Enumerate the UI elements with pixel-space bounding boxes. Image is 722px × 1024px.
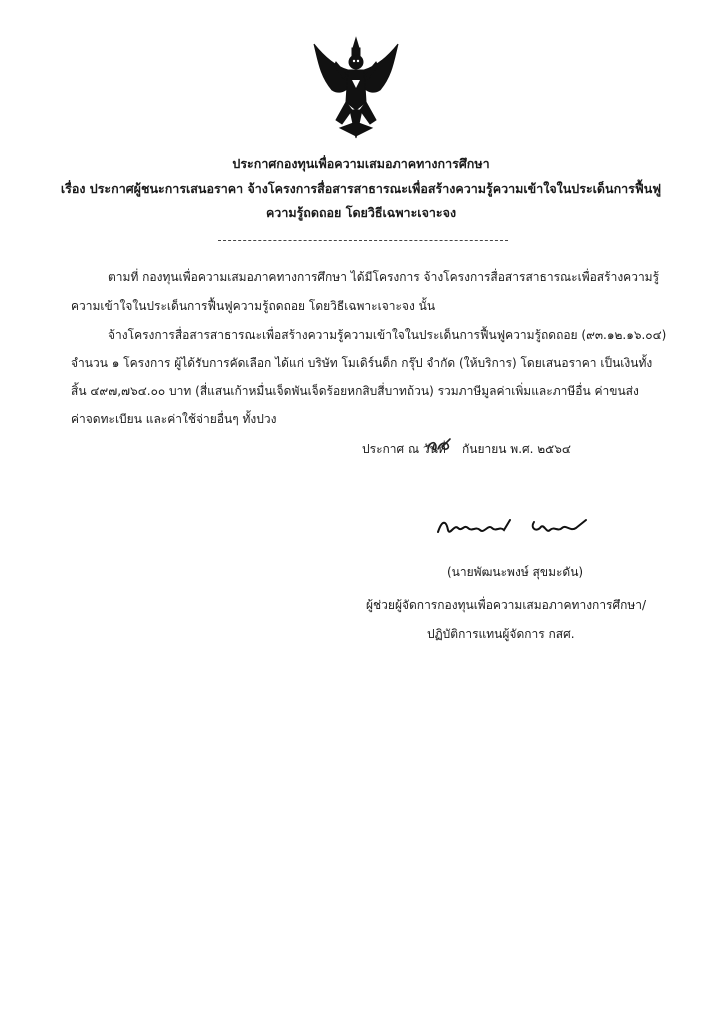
document-title: ประกาศกองทุนเพื่อความเสมอภาคทางการศึกษา xyxy=(232,156,490,171)
subject-line-2: ความรู้ถดถอย โดยวิธีเฉพาะเจาะจง xyxy=(265,205,457,220)
signatory-position-line2: ปฏิบัติการแทนผู้จัดการ กสศ. xyxy=(427,627,575,641)
para2-line1: จ้างโครงการสื่อสารสาธารณะเพื่อสร้างความรู้ความเข้าใจในประเด็นการฟื้นฟูความรู้ถดถอย (๙๓.๑๒.๑๖.๐๔) xyxy=(108,328,667,342)
para2-line2: จำนวน ๑ โครงการ ผู้ได้รับการคัดเลือก ได้แก่ บริษัท โมเดิร์นด็ก กรุ๊ป จำกัด (ให้บริการ) โดยเสนอราคา เป็นเงินทั้ง xyxy=(71,356,653,370)
para1-line1: ตามที่ กองทุนเพื่อความเสมอภาคทางการศึกษา ได้มีโครงการ จ้างโครงการสื่อสารสาธารณะเพื่อสร้างความรู้ xyxy=(108,270,660,284)
para2-line3: สิ้น ๔๙๗,๗๖๔.๐๐ บาท (สี่แสนเก้าหมื่นเจ็ดพันเจ็ดร้อยหกสิบสี่บาทถ้วน) รวมภาษีมูลค่าเพิ่มและภาษีอื่น ค่าขนส่ง xyxy=(71,384,639,398)
signature-image xyxy=(436,510,596,544)
subject-line-1: เรื่อง ประกาศผู้ชนะการเสนอราคา จ้างโครงการสื่อสารสาธารณะเพื่อสร้างความรู้ความเข้าใจในประเด็นการฟื้นฟู xyxy=(60,181,662,196)
announce-month-year: กันยายน พ.ศ. ๒๕๖๔ xyxy=(462,442,571,456)
separator-rule xyxy=(218,240,508,241)
announce-date-prefix: ประกาศ ณ วันที่ xyxy=(362,442,446,456)
para1-line2: ความเข้าใจในประเด็นการฟื้นฟูความรู้ถดถอย โดยวิธีเฉพาะเจาะจง นั้น xyxy=(71,299,436,313)
garuda-emblem-icon xyxy=(310,36,402,144)
signatory-name: (นายพัฒนะพงษ์ สุขมะดัน) xyxy=(447,565,584,579)
handwritten-day-mark xyxy=(426,435,452,455)
para2-line4: ค่าจดทะเบียน และค่าใช้จ่ายอื่นๆ ทั้งปวง xyxy=(71,412,277,426)
signatory-position-line1: ผู้ช่วยผู้จัดการกองทุนเพื่อความเสมอภาคทางการศึกษา/ xyxy=(366,598,647,612)
